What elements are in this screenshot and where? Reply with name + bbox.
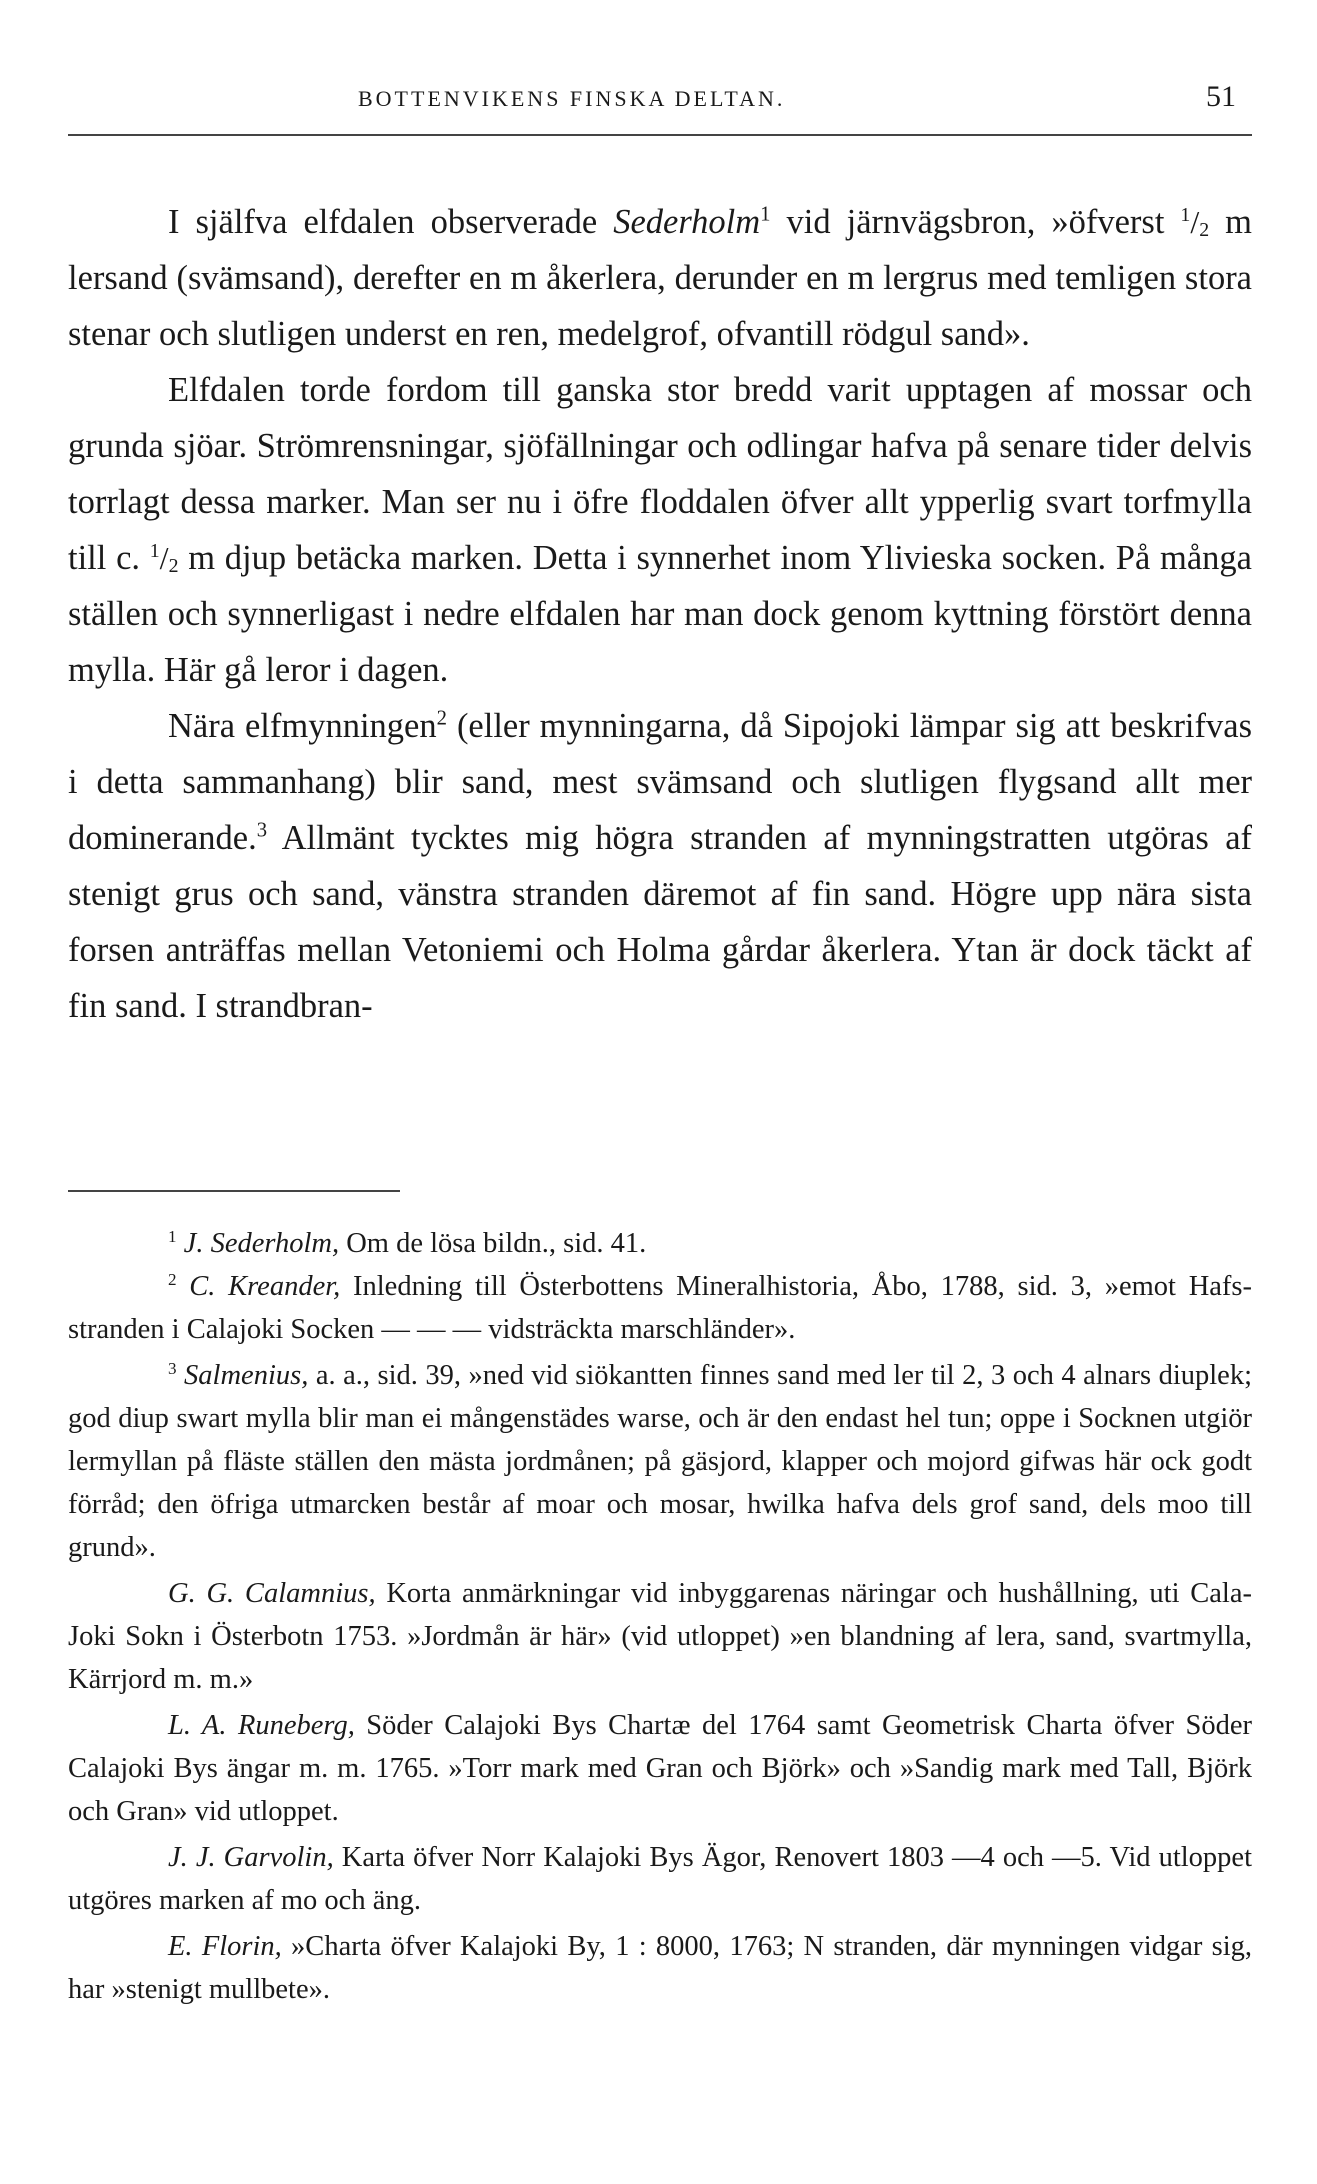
main-text (68, 194, 1252, 1034)
text-span: (eller mynningarna, då Sipojoki lämpar sig att beskrifvas i detta sammanhang) blir sand, mest svämsand och slutligen flygsand allt mer dominerande. (68, 707, 1252, 857)
fraction (150, 540, 179, 576)
text-span: I själfva elfdalen observerade (168, 203, 614, 241)
text-span: Allmänt tycktes mig högra stranden af mynningstratten utgöras af stenigt grus och sand, vänstra stranden däremot af fin sand. Högre upp nära sista forsen anträffas mellan Vetoniemi och Holma gårdar åkerlera. Ytan är dock täckt af fin sand. I strandbran- (68, 819, 1252, 1025)
header-rule (68, 134, 1252, 136)
footnote-text: Om de lösa bildn., sid. 41. (339, 1228, 647, 1259)
footnote-ref: 3 (256, 819, 268, 842)
footnote-mark: 3 (168, 1358, 177, 1378)
footnote-author: L. A. Runeberg, (168, 1710, 355, 1741)
text-span: Nära elfmynningen (168, 707, 437, 745)
footnote-continuation-1 (68, 1572, 1252, 1701)
text-span: m djup betäcka marken. Detta i synnerhet inom Ylivieska socken. På många ställen och synnerligast i nedre elfdalen har man dock genom kyttning förstört denna mylla. Här gå leror i dagen. (68, 539, 1252, 689)
fraction-denominator: 2 (168, 554, 179, 577)
footnote-text: Korta anmärkningar vid inbyggarenas näringar och hushållning, uti Cala-Joki Sokn i Österbotn 1753. »Jordmån är här» (vid utloppet) »en blandning af lera, sand, svartmylla, Kärrjord m. m.» (68, 1578, 1252, 1695)
text-span: vid järnvägsbron, »öfverst (770, 203, 1181, 241)
running-title: BOTTENVIKENS FINSKA DELTAN. (358, 86, 786, 111)
footnote-text: Inledning till Österbottens Mineralhistoria, Åbo, 1788, sid. 3, »emot Hafs-stranden i Calajoki Socken — — — vidsträckta marschländer». (68, 1271, 1252, 1345)
text-span: Elfdalen torde fordom till ganska stor bredd varit upptagen af mossar och grunda sjöar. Strömrensningar, sjöfällningar och odlingar hafva på senare tider delvis torrlagt dessa marker. Man ser nu i öfre floddalen öfver allt ypperlig svart torfmylla till c. (68, 371, 1252, 577)
footnote-author: Salmenius, (184, 1360, 309, 1391)
footnotes (68, 1222, 1252, 2011)
footnote-continuation-3 (68, 1836, 1252, 1922)
fraction-slash: / (1190, 204, 1200, 240)
footnote-author: C. Kreander, (189, 1271, 341, 1302)
footnote-text: »Charta öfver Kalajoki By, 1 : 8000, 1763; N stranden, där mynningen vidgar sig, har »stenigt mullbete». (68, 1931, 1252, 2005)
fraction-denominator: 2 (1199, 218, 1210, 241)
fraction-numerator: 1 (1180, 204, 1191, 227)
person-name: Sederholm (613, 203, 761, 241)
fraction-numerator: 1 (149, 540, 160, 563)
footnote-continuation-4 (68, 1925, 1252, 2011)
fraction (1180, 204, 1209, 240)
footnote-author: E. Florin, (168, 1931, 282, 1962)
paragraph-1 (68, 194, 1252, 362)
footnote-text: Karta öfver Norr Kalajoki Bys Ägor, Renovert 1803 —4 och —5. Vid utloppet utgöres marken af mo och äng. (68, 1842, 1252, 1916)
footnote-rule (68, 1190, 400, 1192)
footnote-author: G. G. Calamnius, (168, 1578, 376, 1609)
footnote-author: J. Sederholm, (183, 1228, 340, 1259)
footnote-mark: 1 (168, 1226, 177, 1246)
footnote-text: Söder Calajoki Bys Chartæ del 1764 samt Geometrisk Charta öfver Söder Calajoki Bys ängar m. m. 1765. »Torr mark med Gran och Björk» och »Sandig mark med Tall, Björk och Gran» vid utloppet. (68, 1710, 1252, 1827)
page-header (68, 80, 1252, 130)
footnote-mark: 2 (168, 1269, 177, 1289)
paragraph-3 (68, 698, 1252, 1034)
paragraph-2 (68, 362, 1252, 698)
fraction-slash: / (159, 540, 169, 576)
text-span: m lersand (svämsand), derefter en m åkerlera, derunder en m lergrus med temligen stora stenar och slutligen underst en ren, medelgrof, ofvantill rödgul sand». (68, 203, 1252, 353)
page-number: 51 (1206, 80, 1236, 113)
footnote-3 (68, 1354, 1252, 1569)
footnote-ref: 1 (760, 203, 771, 226)
footnote-1 (68, 1222, 1252, 1265)
footnote-ref: 2 (436, 707, 447, 730)
footnote-author: J. J. Garvolin, (168, 1842, 334, 1873)
footnote-continuation-2 (68, 1704, 1252, 1833)
footnote-2 (68, 1265, 1252, 1351)
footnote-text: a. a., sid. 39, »ned vid siökantten finnes sand med ler til 2, 3 och 4 alnars diuplek; god diup swart mylla blir man ei mångenstädes warse, och är den endast hel tun; oppe i Socknen utgiör lermyllan på fläste ställen den mästa jordmånen; på gäsjord, klapper och mojord gifwas här ock godt förråd; den öfriga utmarcken består af moar och mosar, hwilka hafva dels grof sand, dels moo till grund». (68, 1360, 1253, 1563)
